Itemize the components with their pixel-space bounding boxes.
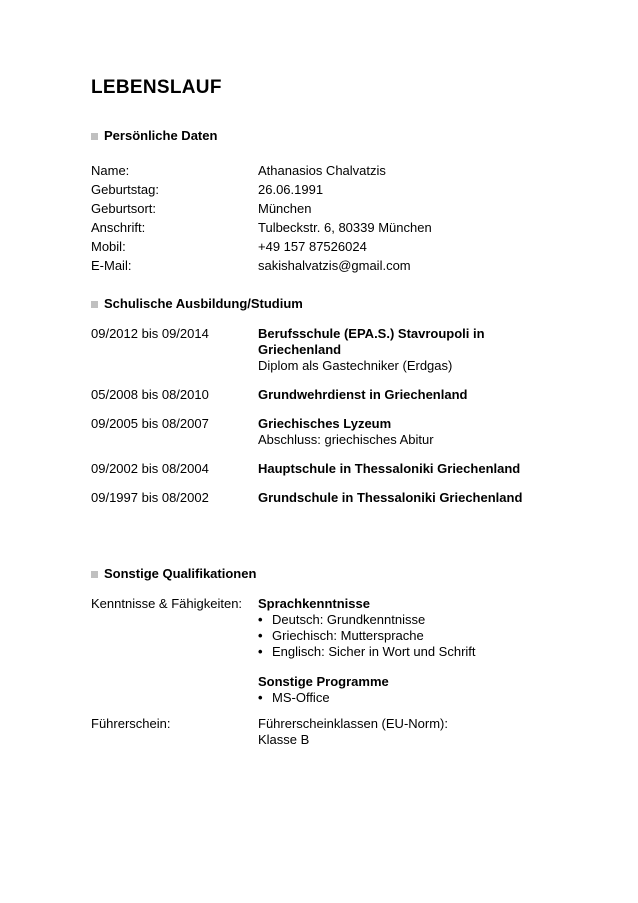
list-item: • Englisch: Sicher in Wort und Schrift: [258, 644, 476, 659]
list-item: • MS-Office: [258, 690, 330, 705]
personal-row-mobile: Mobil: +49 157 87526024: [91, 239, 367, 254]
section-heading-other: Sonstige Qualifikationen: [91, 566, 256, 582]
bullet-icon: •: [258, 690, 263, 705]
personal-row-name: Name: Athanasios Chalvatzis: [91, 163, 386, 178]
bullet-icon: •: [258, 628, 263, 643]
bullet-icon: •: [258, 612, 263, 627]
square-bullet-icon: [91, 301, 98, 308]
bullet-icon: •: [258, 644, 263, 659]
personal-row-birthplace: Geburtsort: München: [91, 201, 312, 216]
list-item: • Deutsch: Grundkenntnisse: [258, 612, 426, 627]
languages-list: [258, 612, 476, 660]
education-entry: 09/2005 bis 08/2007 Griechisches Lyzeum Abschluss: griechisches Abitur: [91, 416, 434, 447]
personal-row-birthday: Geburtstag: 26.06.1991: [91, 182, 324, 197]
personal-row-address: Anschrift: Tulbeckstr. 6, 80339 München: [91, 220, 432, 235]
education-entry: 09/2002 bis 08/2004 Hauptschule in Thessaloniki Griechenland: [91, 461, 521, 476]
education-entry: 09/1997 bis 08/2002 Grundschule in Thessaloniki Griechenland: [91, 490, 523, 505]
section-heading-education: Schulische Ausbildung/Studium: [91, 296, 303, 312]
education-entry: 05/2008 bis 08/2010 Grundwehrdienst in Griechenland: [91, 387, 468, 402]
skills-entry: Kenntnisse & Fähigkeiten: Sprachkenntnisse • Deutsch: Grundkenntnisse • Griechisch: Muttersprache • Englisch: Sicher in Wort und Schrift Sonstige Programme • MS-Office: [91, 596, 476, 705]
document-title: LEBENSLAUF: [91, 77, 222, 98]
square-bullet-icon: [91, 133, 98, 140]
license-entry: Führerschein: Führerscheinklassen (EU-Norm): Klasse B: [91, 716, 448, 747]
square-bullet-icon: [91, 571, 98, 578]
programs-list: [258, 690, 476, 706]
education-entry: 09/2012 bis 09/2014 Berufsschule (EPA.S.) Stavroupoli in Griechenland Diplom als Gastechniker (Erdgas): [91, 326, 485, 373]
section-heading-personal: Persönliche Daten: [91, 128, 217, 144]
list-item: • Griechisch: Muttersprache: [258, 628, 424, 643]
personal-row-email: E-Mail: sakishalvatzis@gmail.com: [91, 258, 411, 273]
programs-heading: Sonstige Programme: [258, 674, 389, 689]
personal-data-list: [91, 163, 432, 277]
languages-heading: Sprachkenntnisse: [258, 596, 370, 611]
